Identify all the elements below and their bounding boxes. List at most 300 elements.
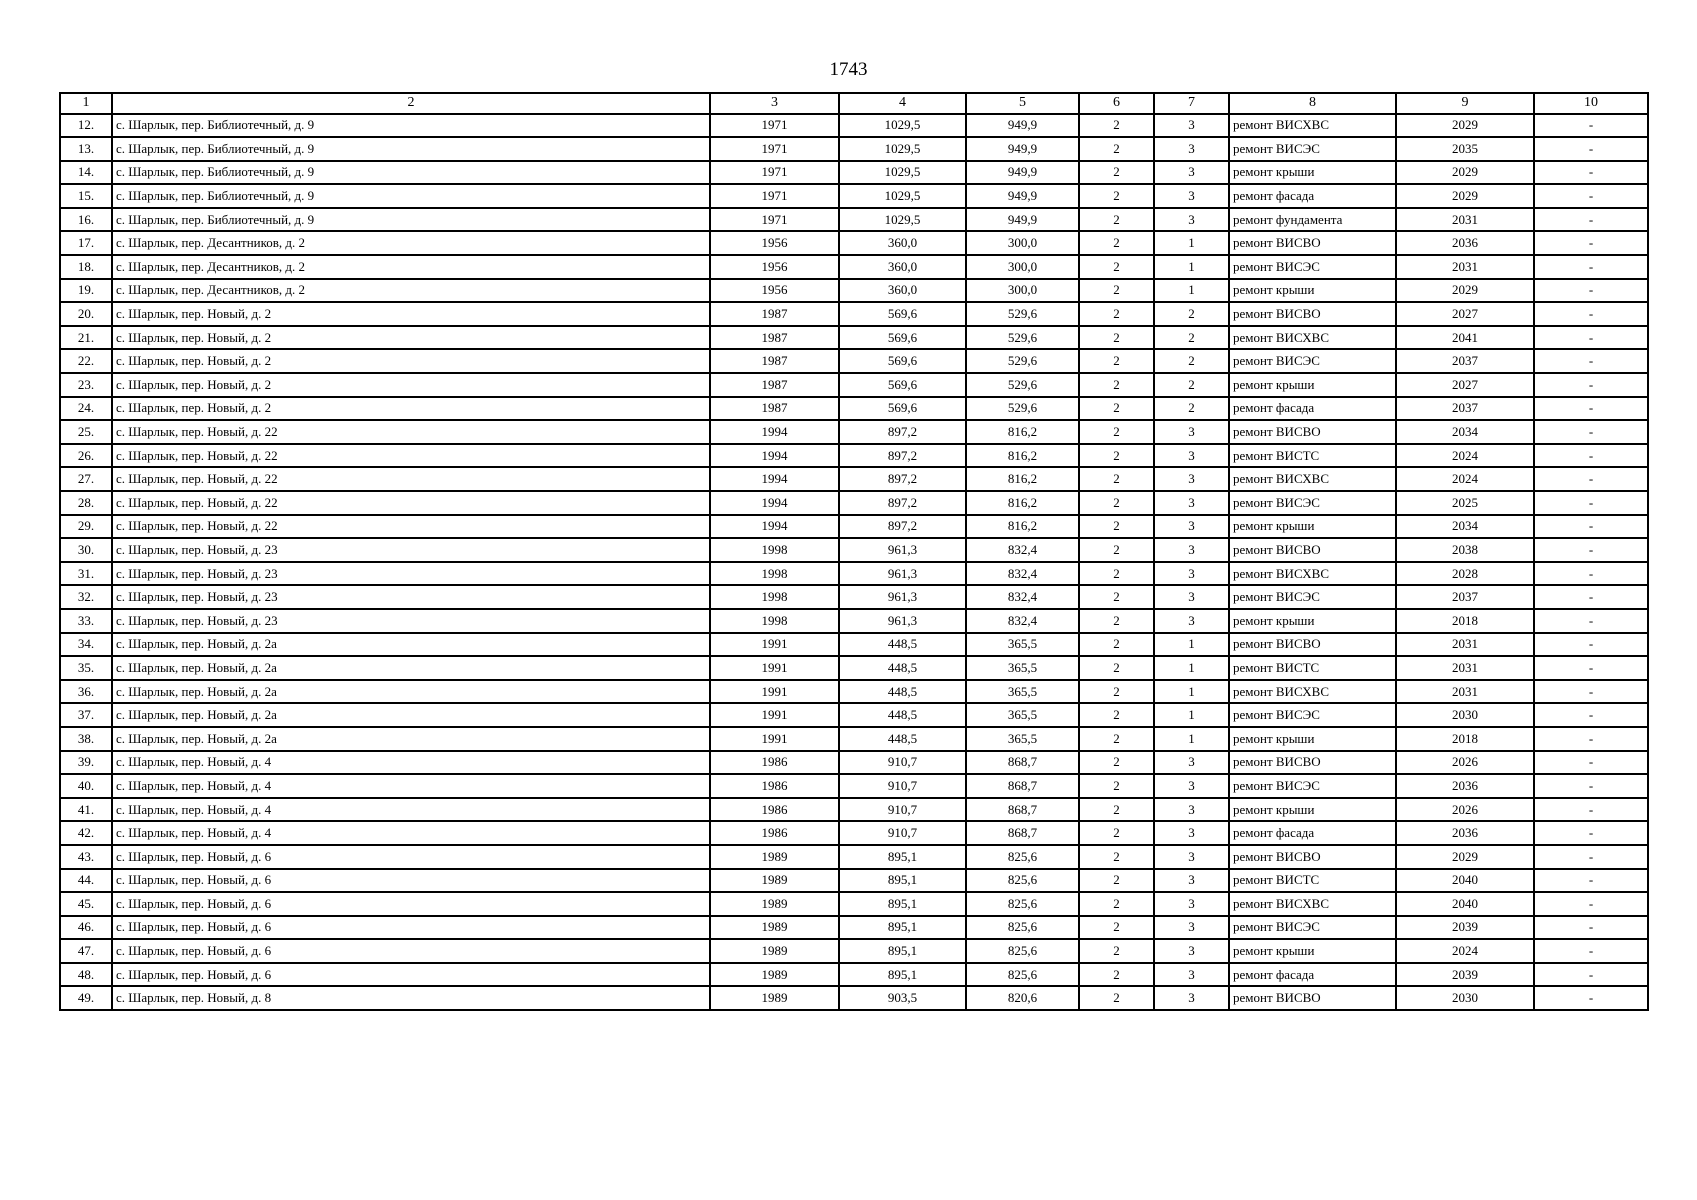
row-number-cell: 37.	[60, 703, 112, 727]
build-year-cell: 1989	[710, 916, 839, 940]
work-type-cell: ремонт ВИСЭС	[1229, 255, 1396, 279]
work-type-cell: ремонт крыши	[1229, 609, 1396, 633]
row-number-cell: 43.	[60, 845, 112, 869]
planned-year-cell: 2034	[1396, 515, 1534, 539]
table-row	[60, 986, 1648, 1010]
entrances-cell: 3	[1154, 184, 1229, 208]
address-cell: с. Шарлык, пер. Новый, д. 2а	[112, 656, 710, 680]
address-cell: с. Шарлык, пер. Новый, д. 6	[112, 845, 710, 869]
floors-cell: 2	[1079, 892, 1154, 916]
floors-cell: 2	[1079, 255, 1154, 279]
total-area-cell: 1029,5	[839, 161, 966, 185]
note-cell: -	[1534, 656, 1648, 680]
planned-year-cell: 2027	[1396, 373, 1534, 397]
floors-cell: 2	[1079, 515, 1154, 539]
entrances-cell: 3	[1154, 208, 1229, 232]
living-area-cell: 868,7	[966, 774, 1079, 798]
entrances-cell: 3	[1154, 916, 1229, 940]
table-row	[60, 609, 1648, 633]
entrances-cell: 2	[1154, 302, 1229, 326]
floors-cell: 2	[1079, 538, 1154, 562]
table-row	[60, 161, 1648, 185]
row-number-cell: 35.	[60, 656, 112, 680]
entrances-cell: 1	[1154, 703, 1229, 727]
planned-year-cell: 2040	[1396, 892, 1534, 916]
living-area-cell: 300,0	[966, 231, 1079, 255]
planned-year-cell: 2036	[1396, 774, 1534, 798]
floors-cell: 2	[1079, 963, 1154, 987]
floors-cell: 2	[1079, 751, 1154, 775]
table-header	[60, 93, 1648, 114]
living-area-cell: 868,7	[966, 821, 1079, 845]
total-area-cell: 897,2	[839, 467, 966, 491]
table-row	[60, 491, 1648, 515]
floors-cell: 2	[1079, 562, 1154, 586]
address-cell: с. Шарлык, пер. Новый, д. 23	[112, 609, 710, 633]
note-cell: -	[1534, 916, 1648, 940]
row-number-cell: 14.	[60, 161, 112, 185]
note-cell: -	[1534, 114, 1648, 138]
address-cell: с. Шарлык, пер. Новый, д. 6	[112, 892, 710, 916]
floors-cell: 2	[1079, 231, 1154, 255]
floors-cell: 2	[1079, 845, 1154, 869]
address-cell: с. Шарлык, пер. Новый, д. 2	[112, 302, 710, 326]
entrances-cell: 3	[1154, 467, 1229, 491]
living-area-cell: 949,9	[966, 161, 1079, 185]
build-year-cell: 1998	[710, 585, 839, 609]
header-cell-7: 7	[1154, 93, 1229, 114]
address-cell: с. Шарлык, пер. Новый, д. 4	[112, 751, 710, 775]
row-number-cell: 40.	[60, 774, 112, 798]
entrances-cell: 3	[1154, 491, 1229, 515]
repair-schedule-table	[59, 92, 1649, 1011]
planned-year-cell: 2024	[1396, 467, 1534, 491]
build-year-cell: 1971	[710, 184, 839, 208]
planned-year-cell: 2026	[1396, 751, 1534, 775]
table-row	[60, 538, 1648, 562]
row-number-cell: 29.	[60, 515, 112, 539]
entrances-cell: 2	[1154, 373, 1229, 397]
row-number-cell: 49.	[60, 986, 112, 1010]
entrances-cell: 3	[1154, 774, 1229, 798]
note-cell: -	[1534, 161, 1648, 185]
total-area-cell: 569,6	[839, 302, 966, 326]
work-type-cell: ремонт ВИСТС	[1229, 444, 1396, 468]
row-number-cell: 33.	[60, 609, 112, 633]
header-cell-10: 10	[1534, 93, 1648, 114]
floors-cell: 2	[1079, 397, 1154, 421]
total-area-cell: 569,6	[839, 326, 966, 350]
table-row	[60, 774, 1648, 798]
build-year-cell: 1994	[710, 444, 839, 468]
build-year-cell: 1994	[710, 467, 839, 491]
note-cell: -	[1534, 137, 1648, 161]
note-cell: -	[1534, 420, 1648, 444]
build-year-cell: 1987	[710, 302, 839, 326]
address-cell: с. Шарлык, пер. Библиотечный, д. 9	[112, 208, 710, 232]
table-row	[60, 656, 1648, 680]
row-number-cell: 48.	[60, 963, 112, 987]
address-cell: с. Шарлык, пер. Новый, д. 2	[112, 373, 710, 397]
note-cell: -	[1534, 798, 1648, 822]
address-cell: с. Шарлык, пер. Новый, д. 2	[112, 349, 710, 373]
living-area-cell: 529,6	[966, 302, 1079, 326]
floors-cell: 2	[1079, 161, 1154, 185]
note-cell: -	[1534, 986, 1648, 1010]
living-area-cell: 300,0	[966, 255, 1079, 279]
table-row	[60, 302, 1648, 326]
build-year-cell: 1989	[710, 939, 839, 963]
note-cell: -	[1534, 609, 1648, 633]
total-area-cell: 897,2	[839, 420, 966, 444]
living-area-cell: 825,6	[966, 892, 1079, 916]
build-year-cell: 1971	[710, 137, 839, 161]
work-type-cell: ремонт крыши	[1229, 161, 1396, 185]
work-type-cell: ремонт ВИСТС	[1229, 869, 1396, 893]
address-cell: с. Шарлык, пер. Новый, д. 22	[112, 444, 710, 468]
note-cell: -	[1534, 538, 1648, 562]
total-area-cell: 1029,5	[839, 114, 966, 138]
note-cell: -	[1534, 302, 1648, 326]
address-cell: с. Шарлык, пер. Новый, д. 2	[112, 397, 710, 421]
table-row	[60, 892, 1648, 916]
work-type-cell: ремонт ВИСВО	[1229, 538, 1396, 562]
row-number-cell: 12.	[60, 114, 112, 138]
work-type-cell: ремонт фундамента	[1229, 208, 1396, 232]
table-row	[60, 515, 1648, 539]
note-cell: -	[1534, 491, 1648, 515]
header-cell-8: 8	[1229, 93, 1396, 114]
note-cell: -	[1534, 231, 1648, 255]
address-cell: с. Шарлык, пер. Новый, д. 2а	[112, 633, 710, 657]
entrances-cell: 3	[1154, 609, 1229, 633]
row-number-cell: 34.	[60, 633, 112, 657]
living-area-cell: 300,0	[966, 279, 1079, 303]
total-area-cell: 360,0	[839, 255, 966, 279]
entrances-cell: 3	[1154, 845, 1229, 869]
planned-year-cell: 2037	[1396, 585, 1534, 609]
entrances-cell: 3	[1154, 420, 1229, 444]
table-row	[60, 444, 1648, 468]
address-cell: с. Шарлык, пер. Десантников, д. 2	[112, 255, 710, 279]
work-type-cell: ремонт ВИСВО	[1229, 231, 1396, 255]
build-year-cell: 1991	[710, 727, 839, 751]
build-year-cell: 1998	[710, 609, 839, 633]
floors-cell: 2	[1079, 137, 1154, 161]
build-year-cell: 1989	[710, 986, 839, 1010]
living-area-cell: 365,5	[966, 633, 1079, 657]
planned-year-cell: 2038	[1396, 538, 1534, 562]
living-area-cell: 816,2	[966, 515, 1079, 539]
entrances-cell: 1	[1154, 231, 1229, 255]
build-year-cell: 1971	[710, 114, 839, 138]
planned-year-cell: 2027	[1396, 302, 1534, 326]
note-cell: -	[1534, 845, 1648, 869]
planned-year-cell: 2040	[1396, 869, 1534, 893]
header-cell-2: 2	[112, 93, 710, 114]
living-area-cell: 825,6	[966, 869, 1079, 893]
living-area-cell: 825,6	[966, 963, 1079, 987]
planned-year-cell: 2030	[1396, 986, 1534, 1010]
address-cell: с. Шарлык, пер. Новый, д. 22	[112, 515, 710, 539]
planned-year-cell: 2031	[1396, 656, 1534, 680]
planned-year-cell: 2039	[1396, 916, 1534, 940]
total-area-cell: 961,3	[839, 538, 966, 562]
build-year-cell: 1998	[710, 562, 839, 586]
living-area-cell: 529,6	[966, 397, 1079, 421]
table-row	[60, 326, 1648, 350]
floors-cell: 2	[1079, 869, 1154, 893]
planned-year-cell: 2029	[1396, 184, 1534, 208]
build-year-cell: 1956	[710, 279, 839, 303]
address-cell: с. Шарлык, пер. Десантников, д. 2	[112, 231, 710, 255]
address-cell: с. Шарлык, пер. Новый, д. 6	[112, 869, 710, 893]
build-year-cell: 1986	[710, 798, 839, 822]
entrances-cell: 1	[1154, 633, 1229, 657]
row-number-cell: 42.	[60, 821, 112, 845]
work-type-cell: ремонт ВИСХВС	[1229, 467, 1396, 491]
work-type-cell: ремонт крыши	[1229, 939, 1396, 963]
total-area-cell: 895,1	[839, 963, 966, 987]
total-area-cell: 895,1	[839, 916, 966, 940]
work-type-cell: ремонт ВИСЭС	[1229, 774, 1396, 798]
floors-cell: 2	[1079, 939, 1154, 963]
table-row	[60, 939, 1648, 963]
build-year-cell: 1994	[710, 515, 839, 539]
header-cell-9: 9	[1396, 93, 1534, 114]
row-number-cell: 46.	[60, 916, 112, 940]
work-type-cell: ремонт ВИСВО	[1229, 633, 1396, 657]
build-year-cell: 1991	[710, 656, 839, 680]
work-type-cell: ремонт ВИСТС	[1229, 656, 1396, 680]
total-area-cell: 360,0	[839, 231, 966, 255]
planned-year-cell: 2041	[1396, 326, 1534, 350]
table-row	[60, 869, 1648, 893]
build-year-cell: 1991	[710, 703, 839, 727]
total-area-cell: 569,6	[839, 349, 966, 373]
build-year-cell: 1989	[710, 869, 839, 893]
work-type-cell: ремонт ВИСЭС	[1229, 137, 1396, 161]
work-type-cell: ремонт крыши	[1229, 798, 1396, 822]
header-cell-1: 1	[60, 93, 112, 114]
work-type-cell: ремонт ВИСВО	[1229, 986, 1396, 1010]
table-body	[60, 114, 1648, 1011]
total-area-cell: 895,1	[839, 892, 966, 916]
row-number-cell: 17.	[60, 231, 112, 255]
living-area-cell: 825,6	[966, 916, 1079, 940]
living-area-cell: 949,9	[966, 184, 1079, 208]
living-area-cell: 832,4	[966, 609, 1079, 633]
planned-year-cell: 2024	[1396, 939, 1534, 963]
note-cell: -	[1534, 444, 1648, 468]
entrances-cell: 3	[1154, 515, 1229, 539]
entrances-cell: 3	[1154, 798, 1229, 822]
total-area-cell: 569,6	[839, 397, 966, 421]
entrances-cell: 1	[1154, 255, 1229, 279]
planned-year-cell: 2029	[1396, 161, 1534, 185]
table-row	[60, 585, 1648, 609]
address-cell: с. Шарлык, пер. Новый, д. 4	[112, 798, 710, 822]
work-type-cell: ремонт ВИСВО	[1229, 845, 1396, 869]
planned-year-cell: 2037	[1396, 349, 1534, 373]
build-year-cell: 1989	[710, 963, 839, 987]
table-row	[60, 231, 1648, 255]
row-number-cell: 13.	[60, 137, 112, 161]
entrances-cell: 1	[1154, 279, 1229, 303]
address-cell: с. Шарлык, пер. Новый, д. 8	[112, 986, 710, 1010]
living-area-cell: 825,6	[966, 845, 1079, 869]
living-area-cell: 816,2	[966, 420, 1079, 444]
entrances-cell: 3	[1154, 585, 1229, 609]
address-cell: с. Шарлык, пер. Новый, д. 23	[112, 585, 710, 609]
row-number-cell: 24.	[60, 397, 112, 421]
build-year-cell: 1987	[710, 397, 839, 421]
entrances-cell: 2	[1154, 326, 1229, 350]
planned-year-cell: 2039	[1396, 963, 1534, 987]
note-cell: -	[1534, 703, 1648, 727]
table-row	[60, 373, 1648, 397]
work-type-cell: ремонт крыши	[1229, 279, 1396, 303]
work-type-cell: ремонт крыши	[1229, 727, 1396, 751]
table-row	[60, 845, 1648, 869]
note-cell: -	[1534, 515, 1648, 539]
living-area-cell: 949,9	[966, 114, 1079, 138]
work-type-cell: ремонт ВИСЭС	[1229, 349, 1396, 373]
row-number-cell: 21.	[60, 326, 112, 350]
table-row	[60, 727, 1648, 751]
row-number-cell: 18.	[60, 255, 112, 279]
floors-cell: 2	[1079, 916, 1154, 940]
total-area-cell: 903,5	[839, 986, 966, 1010]
total-area-cell: 910,7	[839, 798, 966, 822]
living-area-cell: 868,7	[966, 798, 1079, 822]
floors-cell: 2	[1079, 326, 1154, 350]
planned-year-cell: 2036	[1396, 231, 1534, 255]
table-row	[60, 821, 1648, 845]
address-cell: с. Шарлык, пер. Новый, д. 2а	[112, 727, 710, 751]
row-number-cell: 19.	[60, 279, 112, 303]
planned-year-cell: 2031	[1396, 680, 1534, 704]
row-number-cell: 26.	[60, 444, 112, 468]
row-number-cell: 20.	[60, 302, 112, 326]
work-type-cell: ремонт ВИСХВС	[1229, 326, 1396, 350]
table-row	[60, 279, 1648, 303]
build-year-cell: 1994	[710, 491, 839, 515]
work-type-cell: ремонт ВИСЭС	[1229, 703, 1396, 727]
build-year-cell: 1989	[710, 892, 839, 916]
work-type-cell: ремонт ВИСЭС	[1229, 916, 1396, 940]
note-cell: -	[1534, 727, 1648, 751]
work-type-cell: ремонт ВИСЭС	[1229, 491, 1396, 515]
total-area-cell: 895,1	[839, 845, 966, 869]
note-cell: -	[1534, 373, 1648, 397]
row-number-cell: 44.	[60, 869, 112, 893]
address-cell: с. Шарлык, пер. Библиотечный, д. 9	[112, 114, 710, 138]
living-area-cell: 365,5	[966, 703, 1079, 727]
total-area-cell: 895,1	[839, 939, 966, 963]
floors-cell: 2	[1079, 467, 1154, 491]
total-area-cell: 910,7	[839, 821, 966, 845]
work-type-cell: ремонт фасада	[1229, 821, 1396, 845]
entrances-cell: 2	[1154, 349, 1229, 373]
address-cell: с. Шарлык, пер. Новый, д. 22	[112, 467, 710, 491]
work-type-cell: ремонт ВИСХВС	[1229, 680, 1396, 704]
table-row	[60, 703, 1648, 727]
work-type-cell: ремонт фасада	[1229, 184, 1396, 208]
note-cell: -	[1534, 562, 1648, 586]
living-area-cell: 832,4	[966, 585, 1079, 609]
address-cell: с. Шарлык, пер. Новый, д. 4	[112, 821, 710, 845]
total-area-cell: 961,3	[839, 609, 966, 633]
page-number: 1743	[829, 59, 868, 80]
build-year-cell: 1956	[710, 231, 839, 255]
work-type-cell: ремонт ВИСЭС	[1229, 585, 1396, 609]
total-area-cell: 448,5	[839, 703, 966, 727]
row-number-cell: 27.	[60, 467, 112, 491]
note-cell: -	[1534, 774, 1648, 798]
address-cell: с. Шарлык, пер. Новый, д. 2а	[112, 703, 710, 727]
entrances-cell: 3	[1154, 939, 1229, 963]
work-type-cell: ремонт крыши	[1229, 515, 1396, 539]
living-area-cell: 825,6	[966, 939, 1079, 963]
note-cell: -	[1534, 326, 1648, 350]
living-area-cell: 949,9	[966, 137, 1079, 161]
living-area-cell: 816,2	[966, 467, 1079, 491]
table-row	[60, 397, 1648, 421]
living-area-cell: 816,2	[966, 491, 1079, 515]
total-area-cell: 961,3	[839, 562, 966, 586]
row-number-cell: 22.	[60, 349, 112, 373]
entrances-cell: 3	[1154, 444, 1229, 468]
total-area-cell: 910,7	[839, 751, 966, 775]
living-area-cell: 949,9	[966, 208, 1079, 232]
living-area-cell: 820,6	[966, 986, 1079, 1010]
header-cell-5: 5	[966, 93, 1079, 114]
planned-year-cell: 2026	[1396, 798, 1534, 822]
row-number-cell: 36.	[60, 680, 112, 704]
floors-cell: 2	[1079, 798, 1154, 822]
floors-cell: 2	[1079, 774, 1154, 798]
living-area-cell: 365,5	[966, 680, 1079, 704]
total-area-cell: 448,5	[839, 727, 966, 751]
build-year-cell: 1986	[710, 774, 839, 798]
total-area-cell: 448,5	[839, 680, 966, 704]
total-area-cell: 448,5	[839, 633, 966, 657]
living-area-cell: 832,4	[966, 562, 1079, 586]
floors-cell: 2	[1079, 633, 1154, 657]
entrances-cell: 3	[1154, 114, 1229, 138]
note-cell: -	[1534, 585, 1648, 609]
note-cell: -	[1534, 633, 1648, 657]
address-cell: с. Шарлык, пер. Библиотечный, д. 9	[112, 184, 710, 208]
address-cell: с. Шарлык, пер. Библиотечный, д. 9	[112, 137, 710, 161]
note-cell: -	[1534, 397, 1648, 421]
floors-cell: 2	[1079, 491, 1154, 515]
floors-cell: 2	[1079, 609, 1154, 633]
build-year-cell: 1998	[710, 538, 839, 562]
table-row	[60, 798, 1648, 822]
total-area-cell: 1029,5	[839, 137, 966, 161]
planned-year-cell: 2029	[1396, 279, 1534, 303]
work-type-cell: ремонт ВИСХВС	[1229, 892, 1396, 916]
address-cell: с. Шарлык, пер. Новый, д. 6	[112, 939, 710, 963]
table-row	[60, 114, 1648, 138]
row-number-cell: 47.	[60, 939, 112, 963]
build-year-cell: 1994	[710, 420, 839, 444]
floors-cell: 2	[1079, 279, 1154, 303]
floors-cell: 2	[1079, 302, 1154, 326]
entrances-cell: 3	[1154, 751, 1229, 775]
